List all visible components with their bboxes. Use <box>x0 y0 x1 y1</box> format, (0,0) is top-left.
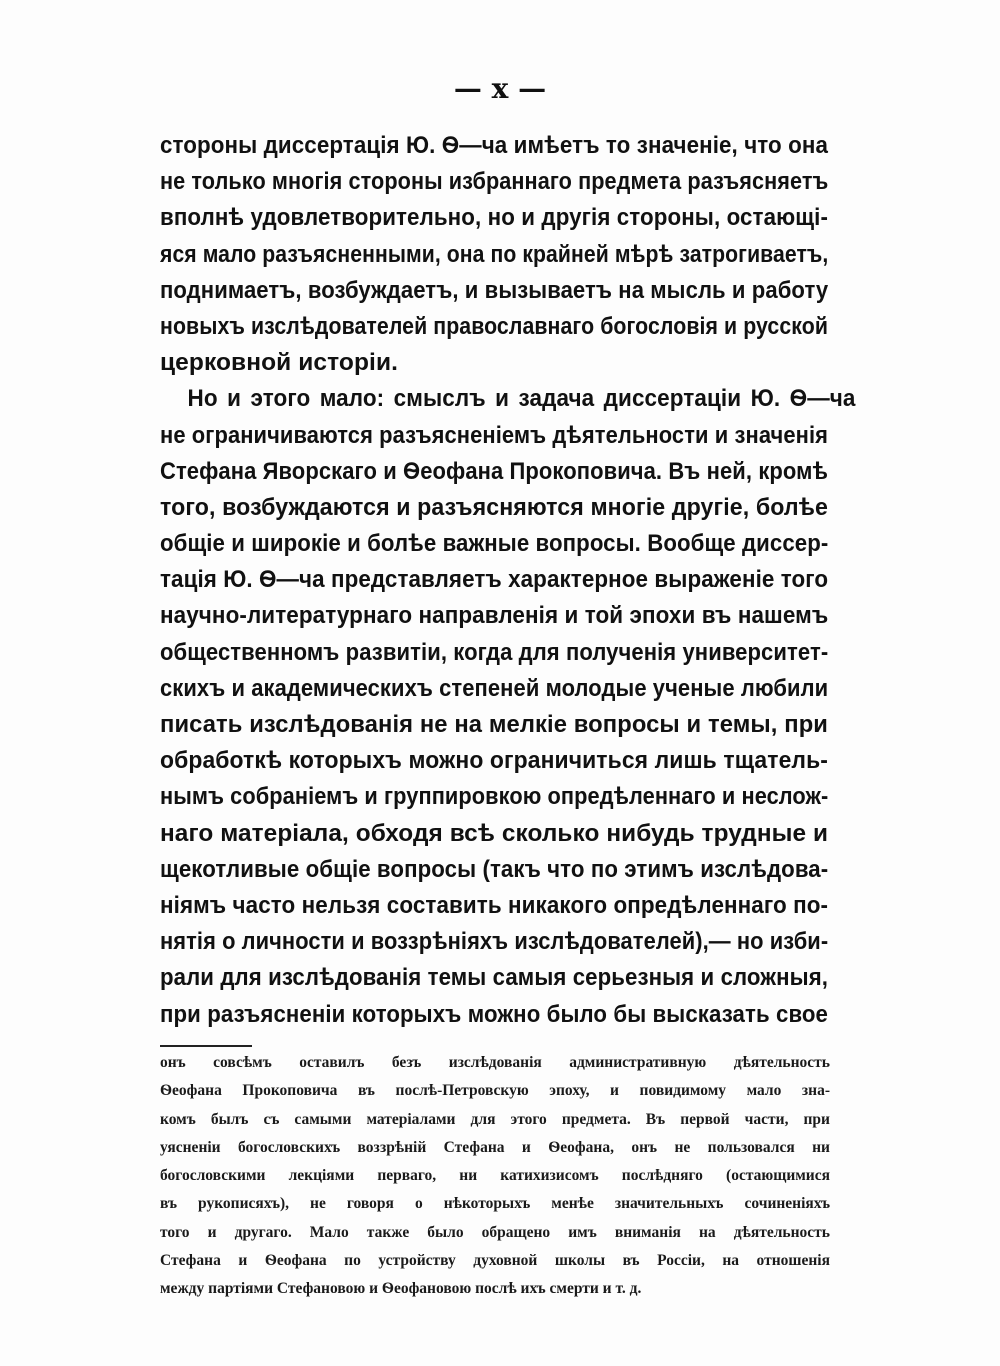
text-line: поднимаетъ, возбуждаетъ, и вызываетъ на мысль и работу <box>160 276 829 304</box>
text-line: рали для изслѣдованія темы самыя серьезныя и сложныя, <box>160 964 828 992</box>
text-line: наго матеріала, обходя всѣ сколько нибудь трудные и <box>160 819 829 847</box>
text-line: вполнѣ удовлетворительно, но и другія стороны, остающі- <box>160 204 828 232</box>
footnote-line: между партіями Стефановою и Ѳеофановою послѣ ихъ смерти и т. д. <box>160 1280 642 1298</box>
page-number: — x — <box>453 72 547 105</box>
text-line: стороны диссертація Ю. Ѳ—ча имѣетъ то значеніе, что она <box>160 132 828 159</box>
main-text <box>160 128 856 1033</box>
footnote <box>160 1049 830 1304</box>
footnote-line: Ѳеофана Прокоповича въ послѣ-Петровскую эпоху, и повидимому мало зна- <box>160 1082 830 1100</box>
footnote-line: богословскими лекціями перваго, ни катихизисомъ послѣдняго (остающимися <box>160 1167 830 1185</box>
text-line: новыхъ изслѣдователей православнаго богословія и русской <box>160 312 828 340</box>
text-line: не только многія стороны избраннаго предмета разъясняетъ <box>160 168 829 196</box>
text-line: тація Ю. Ѳ—ча представляетъ характерное выраженіе того <box>160 566 829 594</box>
text-line: Но и этого мало: смыслъ и задача диссертаціи Ю. Ѳ—ча <box>187 385 856 413</box>
footnote-line: въ рукописяхъ), не говоря о нѣкоторыхъ менѣе значительныхъ сочиненіяхъ <box>160 1195 830 1213</box>
text-line: нымъ собраніемъ и группировкою опредѣленнаго и неслож- <box>160 783 829 811</box>
text-line: не ограничиваются разъясненіемъ дѣятельности и значенія <box>160 421 828 449</box>
text-line: церковной исторіи. <box>160 349 399 377</box>
text-line: научно-литературнаго направленія и той эпохи въ нашемъ <box>160 602 829 630</box>
footnote-line: комъ былъ съ самыми матеріалами для этого предмета. Въ первой части, при <box>160 1110 830 1128</box>
text-line: писать изслѣдованія не на мелкіе вопросы и темы, при <box>160 711 828 738</box>
footnote-line: того и другаго. Мало также было обращено имъ вниманія на дѣятельность <box>160 1223 830 1241</box>
text-line: обработкѣ которыхъ можно ограничиться лишь тщатель- <box>160 747 828 775</box>
text-line: яся мало разъясненными, она по крайней мѣрѣ затрогиваетъ, <box>160 240 829 268</box>
text-line: скихъ и академическихъ степеней молодые ученые любили <box>160 674 829 702</box>
footnote-line: уясненіи богословскихъ воззрѣній Стефана и Ѳеофана, онъ не пользовался ни <box>160 1138 830 1156</box>
text-line: общіе и широкіе и болѣе важные вопросы. Вообще диссер- <box>160 530 829 558</box>
text-line: щекотливые общіе вопросы (такъ что по этимъ изслѣдова- <box>160 855 829 883</box>
text-line: общественномъ развитіи, когда для полученія университет- <box>160 638 829 666</box>
text-line: ніямъ часто нельзя составить никакого опредѣленнаго по- <box>160 891 829 919</box>
footnote-line: Стефана и Ѳеофана по устройству духовной школы въ Россіи, на отношенія <box>160 1252 830 1270</box>
footnote-rule <box>160 1045 252 1047</box>
text-line: нятія о личности и воззрѣніяхъ изслѣдователей),— но изби- <box>160 928 829 956</box>
text-line: при разъясненіи которыхъ можно было бы высказать свое <box>160 1000 828 1028</box>
text-line: Стефана Яворскаго и Ѳеофана Прокоповича. Въ ней, кромѣ <box>160 457 828 485</box>
text-line: того, возбуждаются и разъясняются многіе другіе, болѣе <box>160 493 828 521</box>
footnote-line: онъ совсѣмъ оставилъ безъ изслѣдованія административную дѣятельность <box>160 1054 830 1071</box>
